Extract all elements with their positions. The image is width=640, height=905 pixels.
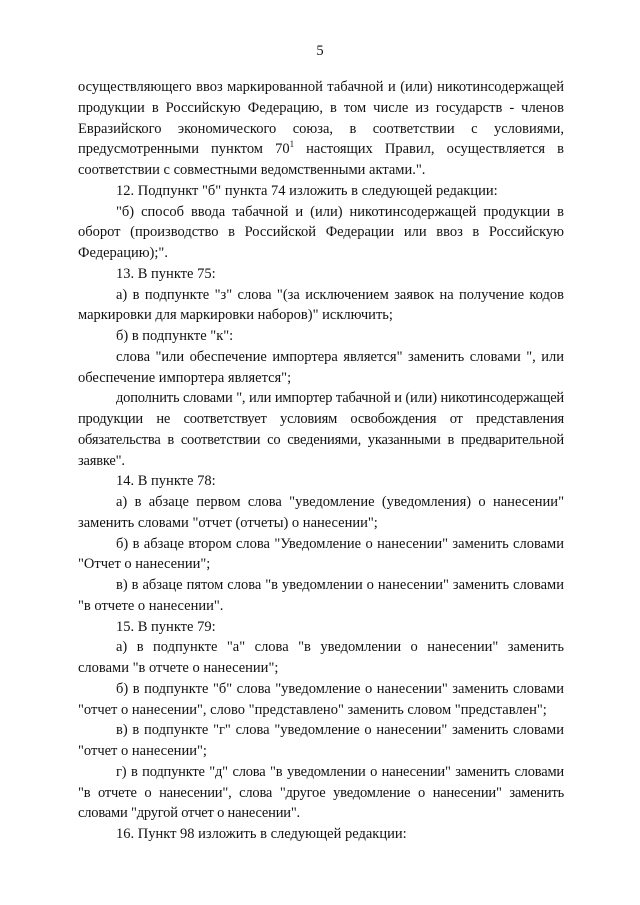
document-body <box>78 77 564 845</box>
paragraph-item-15-d: г) в подпункте "д" слова "в уведомлении о нанесении" заменить словами "в отчете о нанесении", слова "другое уведомление о нанесении" заменить словами "другой отчет о нанесении". <box>78 763 564 822</box>
paragraph-item-12: 12. Подпункт "б" пункта 74 изложить в следующей редакции: <box>116 182 498 199</box>
paragraph-item-15-b: б) в подпункте "б" слова "уведомление о нанесении" заменить словами "отчет о нанесении", слово "представлено" заменить словом "представлен"; <box>78 680 564 718</box>
paragraph-item-13-a: а) в подпункте "з" слова "(за исключением заявок на получение кодов маркировки для маркировки наборов)" исключить; <box>78 286 564 324</box>
paragraph-item-14-c: в) в абзаце пятом слова "в уведомлении о нанесении" заменить словами "в отчете о нанесении". <box>78 577 564 614</box>
paragraph-item-14-b: б) в абзаце втором слова "Уведомление о нанесении" заменить словами "Отчет о нанесении"; <box>78 535 564 573</box>
paragraph-text: осуществляющего ввоз маркированной табачной и (или) никотинсодержащей продукции в Российскую Федерацию, в том числе из государств - членов Евразийского экономического союза, в соответствии с условиями, предусмотренными пунктом 70 <box>78 79 564 158</box>
paragraph-item-16: 16. Пункт 98 изложить в следующей редакции: <box>116 826 407 842</box>
paragraph-item-13-b-words: слова "или обеспечение импортера является" заменить словами ", или обеспечение импортера является"; <box>78 348 564 386</box>
paragraph-item-13: 13. В пункте 75: <box>116 265 216 282</box>
paragraph-item-14: 14. В пункте 78: <box>116 473 216 490</box>
superscript: 1 <box>289 139 295 150</box>
paragraph-item-15: 15. В пункте 79: <box>116 618 216 635</box>
paragraph-item-15-c: в) в подпункте "г" слова "уведомление о нанесении" заменить словами "отчет о нанесении"; <box>78 722 564 759</box>
paragraph-item-13-b: б) в подпункте "к": <box>116 328 234 344</box>
paragraph-item-15-a: а) в подпункте "а" слова "в уведомлении о нанесении" заменить словами "в отчете о нанесении"; <box>78 639 564 676</box>
paragraph-item-14-a: а) в абзаце первом слова "уведомление (уведомления) о нанесении" заменить словами "отчет (отчеты) о нанесении"; <box>78 494 564 531</box>
paragraph-continuation <box>78 77 564 181</box>
paragraph-item-13-b-supplement: дополнить словами ", или импортер табачной и (или) никотинсодержащей продукции не соответствует условиям освобождения от представления обязательства в соответствии со сведениями, указанными в предварительной заявке". <box>78 390 564 469</box>
paragraph-item-12-text: "б) способ ввода табачной и (или) никотинсодержащей продукции в оборот (производство в Российской Федерации или ввоз в Российскую Федерацию);". <box>78 203 564 261</box>
page-number: 5 <box>316 43 324 59</box>
paragraph-text-tail: настоящих Правил, осуществляется в соответствии с совместными ведомственными актами.". <box>78 141 564 178</box>
